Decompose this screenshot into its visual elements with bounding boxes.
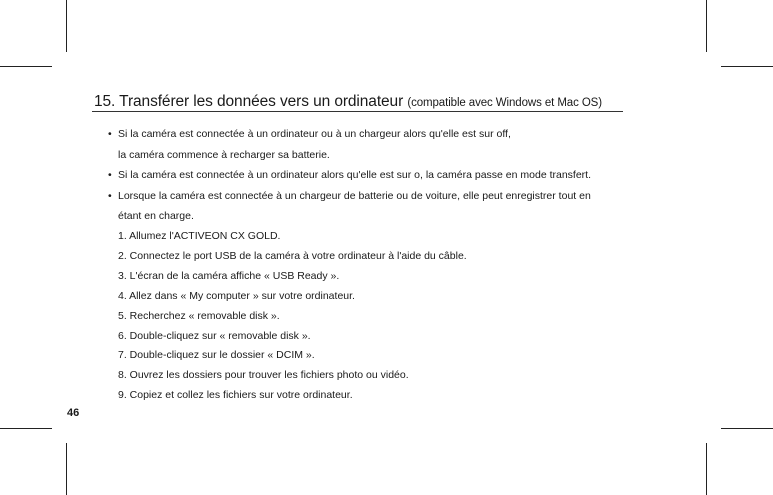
crop-mark [66,443,67,495]
bullet-line [108,186,628,207]
bullet-item [108,186,628,227]
step-item: 4. Allez dans « My computer » sur votre ordinateur. [118,289,355,302]
step-item: 2. Connectez le port USB de la caméra à votre ordinateur à l'aide du câble. [118,249,467,262]
bullet-item [108,124,628,165]
bullet-line [108,124,628,145]
step-list [118,227,467,406]
title-rule [92,111,623,112]
bullet-item [108,165,628,186]
section-subtitle: (compatible avec Windows et Mac OS) [407,97,602,109]
bullet-dot: • [108,189,112,202]
step-item: 5. Recherchez « removable disk ». [118,309,280,322]
section-title [94,93,602,111]
crop-mark [721,428,773,429]
crop-mark [706,443,707,495]
step-item: 3. L'écran de la caméra affiche « USB Ready ». [118,269,340,282]
bullet-continuation: la caméra commence à recharger sa batterie. [118,148,330,161]
bullet-text: Si la caméra est connectée à un ordinateur alors qu'elle est sur o, la caméra passe en mode transfert. [118,169,592,181]
step-item: 1. Allumez l'ACTIVEON CX GOLD. [118,230,281,242]
step-item: 6. Double-cliquez sur « removable disk ». [118,329,311,342]
crop-mark [721,66,773,67]
step-item: 8. Ouvrez les dossiers pour trouver les fichiers photo ou vidéo. [118,369,409,382]
bullet-text: Si la caméra est connectée à un ordinateur ou à un chargeur alors qu'elle est sur off, [118,128,511,140]
bullet-text: Lorsque la caméra est connectée à un chargeur de batterie ou de voiture, elle peut enregistrer tout en [118,189,591,202]
bullet-line [108,165,628,186]
page-number: 46 [67,407,80,419]
section-title-text: 15. Transférer les données vers un ordinateur [94,93,404,110]
crop-mark [0,66,52,67]
bullet-list [108,124,628,227]
crop-mark [0,428,52,429]
bullet-dot: • [108,169,112,181]
crop-mark [66,0,67,52]
bullet-dot: • [108,128,112,140]
bullet-continuation: étant en charge. [118,210,194,222]
crop-mark [706,0,707,52]
step-item: 9. Copiez et collez les fichiers sur votre ordinateur. [118,389,353,402]
step-item: 7. Double-cliquez sur le dossier « DCIM ». [118,349,315,362]
